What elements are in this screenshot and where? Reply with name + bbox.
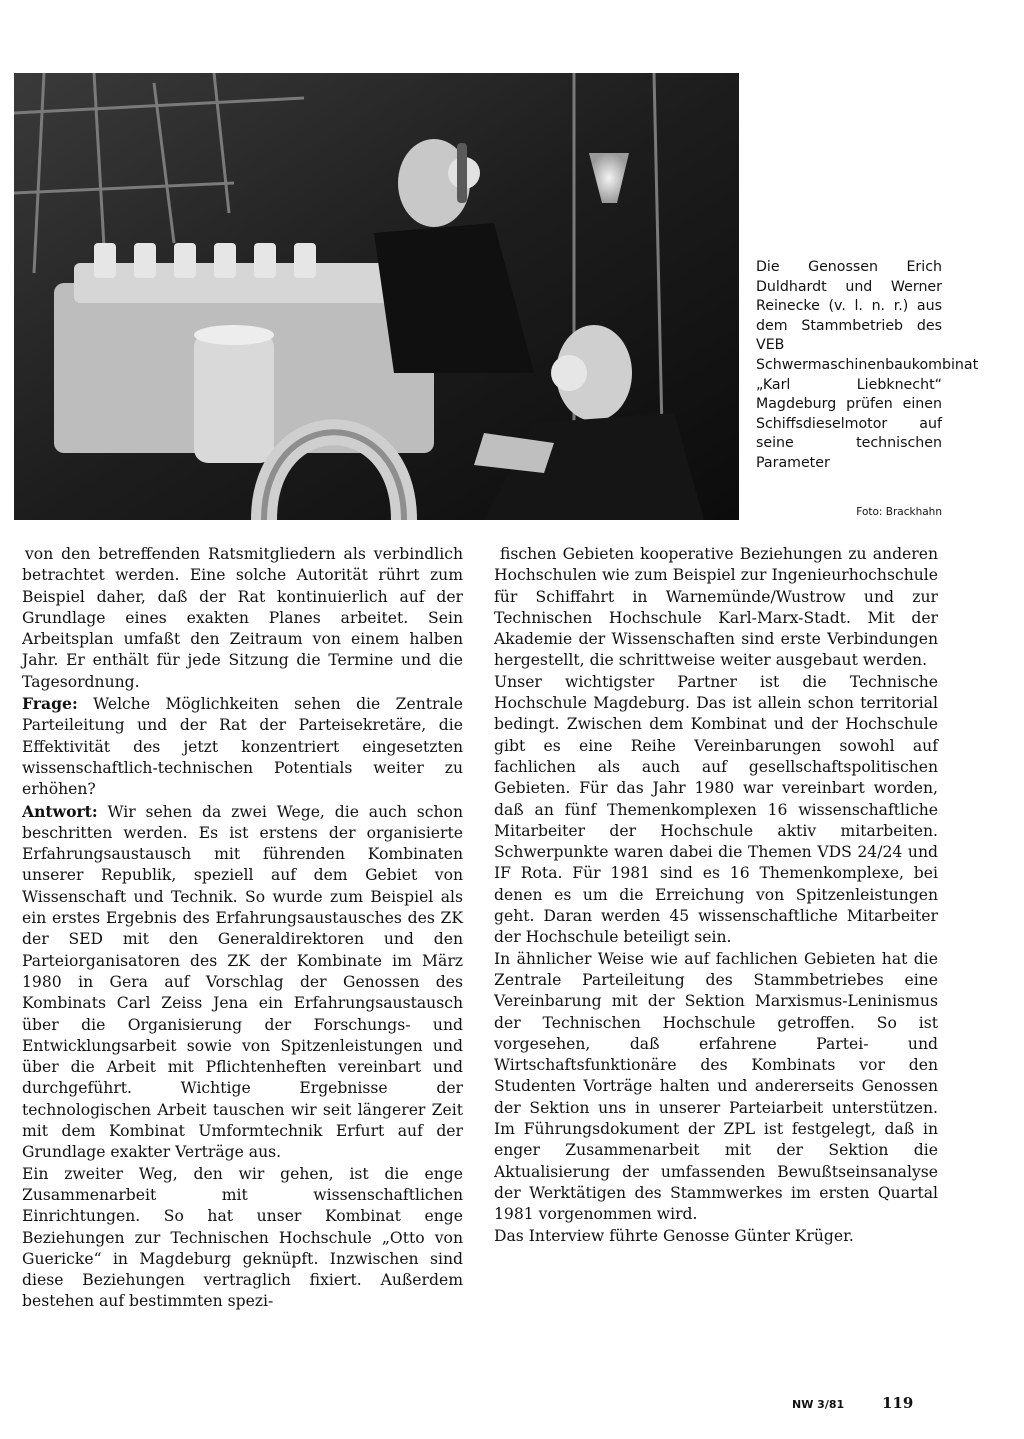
answer-text: Wir sehen da zwei Wege, die auch schon beschritten werden. Es ist erstens der organisierte Erfahrungsaustausch mit führenden Kombinaten unserer Republik, speziell auf dem Gebiet von Wissenschaft und Technik. So wurde zum Beispiel als ein erstes Ergebnis des Erfahrungsaustausches des ZK der SED mit den Generaldirektoren und den Parteiorganisatoren des ZK der Kombinate im März 1980 in Gera auf Vorschlag der Genossen des Kombinats Carl Zeiss Jena ein Erfahrungsaustausch über die Organisierung der Forschungs- und Entwicklungsarbeit sowie von Spitzenleistungen und über die Arbeit mit Pflichtenheften vereinbart und durchgeführt. Wichtige Ergebnisse der technologischen Arbeit tauschen wir seit längerer Zeit mit dem Kombinat Umformtechnik Erfurt auf der Grundlage exakter Verträge aus. [22, 802, 463, 1162]
question-text: Welche Möglichkeiten sehen die Zentrale Parteileitung und der Rat der Parteisekretäre, die Effektivität des jetzt konzentriert eingesetzten wissenschaftlich-technischen Potentials weiter zu erhöhen? [22, 695, 463, 799]
question-paragraph [22, 693, 463, 800]
left-column [22, 544, 463, 1313]
answer-paragraph [22, 801, 463, 1164]
issue-label: NW 3/81 [792, 1398, 845, 1411]
question-label: Frage: [22, 694, 78, 714]
paragraph: Ein zweiter Weg, den wir gehen, ist die enge Zusammenarbeit mit wissenschaftlichen Einrichtungen. So hat unser Kombinat enge Beziehungen zur Technischen Hochschule „Otto von Guericke“ in Magdeburg geknüpft. Inzwischen sind diese Beziehungen vertraglich fixiert. Außerdem bestehen auf bestimmten spezi- [22, 1164, 463, 1311]
photo-caption: Die Genossen Erich Duldhardt und Werner Reinecke (v. l. n. r.) aus dem Stammbetrieb des VEB Schwermaschinenbaukombinat „Karl Liebknecht“ Magdeburg prüfen einen Schiffsdieselmotor auf seine technischen Parameter [756, 259, 979, 471]
paragraph: Unser wichtigster Partner ist die Technische Hochschule Magdeburg. Das ist allein schon territorial bedingt. Zwischen dem Kombinat und der Hochschule gibt es eine Reihe Vereinbarungen sowohl auf fachlichen als auch auf gesellschaftspolitischen Gebieten. Für das Jahr 1980 war vereinbart worden, daß an fünf Themenkomplexen 16 wissenschaftliche Mitarbeiter der Hochschule aktiv mitarbeiten. Schwerpunkte waren dabei die Themen VDS 24/24 und IF Rota. Für 1981 sind es 16 Themenkomplexe, bei denen es um die Erreichung von Spitzenleistungen geht. Daran werden 45 wissenschaftliche Mitarbeiter der Hochschule beteiligt sein. [494, 672, 938, 947]
page-number: 119 [882, 1394, 914, 1412]
photo-engine-test-icon [14, 73, 739, 520]
photo-credit: Foto: Brackhahn [856, 506, 942, 518]
interview-credit: Das Interview führte Genosse Günter Krüger. [494, 1226, 854, 1245]
right-column [494, 544, 938, 1247]
paragraph: In ähnlicher Weise wie auf fachlichen Gebieten hat die Zentrale Parteileitung des Stammbetriebes eine Vereinbarung mit der Sektion Marxismus-Leninismus der Technischen Hochschule getroffen. So ist vorgesehen, daß erfahrene Partei- und Wirtschaftsfunktionäre des Kombinats vor den Studenten Vorträge halten und andererseits Genossen der Sektion uns in unserer Parteiarbeit unterstützen. Im Führungsdokument der ZPL ist festgelegt, daß in enger Zusammenarbeit mit der Sektion die Aktualisierung der umfassenden Bewußtseinsanalyse der Werktätigen des Stammwerkes im ersten Quartal 1981 vorgenommen wird. [494, 949, 938, 1224]
paragraph: von den betreffenden Ratsmitgliedern als verbindlich betrachtet werden. Eine solche Autorität rührt zum Beispiel daher, daß der Rat kontinuierlich auf der Grundlage eines exakten Planes arbeitet. Sein Arbeitsplan umfaßt den Zeitraum von einem halben Jahr. Er enthält für jede Sitzung die Termine und die Tagesordnung. [22, 545, 463, 691]
engine-test-photo [14, 73, 739, 520]
answer-label: Antwort: [22, 801, 98, 821]
paragraph: fischen Gebieten kooperative Beziehungen zu anderen Hochschulen wie zum Beispiel zur Ingenieurhochschule für Schiffahrt in Warnemünde/Wustrow und zur Technischen Hochschule Karl-Marx-Stadt. Mit der Akademie der Wissenschaften sind erste Verbindungen hergestellt, die schrittweise weiter ausgebaut werden. [494, 545, 938, 670]
